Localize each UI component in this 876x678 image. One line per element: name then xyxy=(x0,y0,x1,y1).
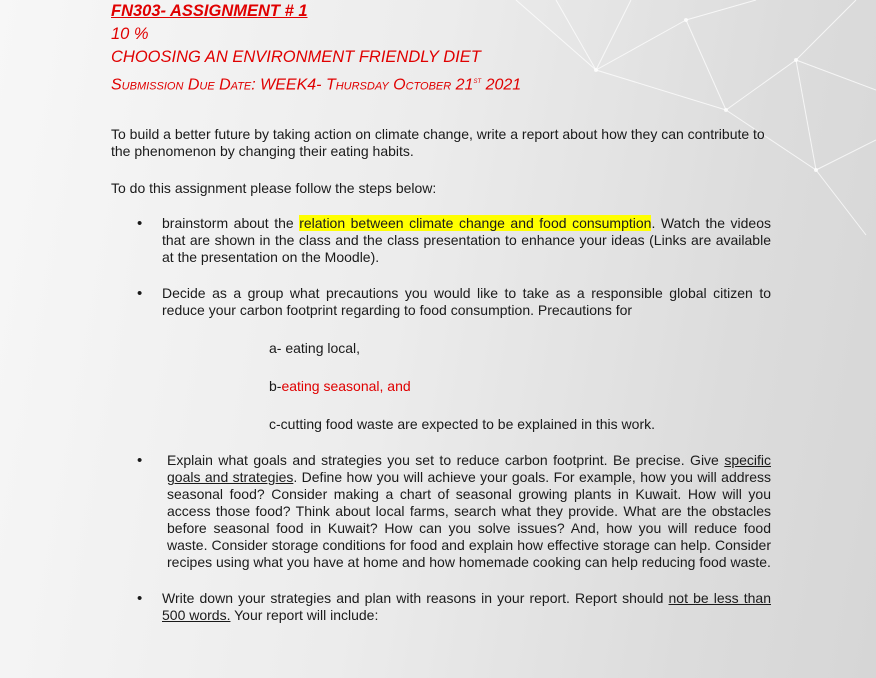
assignment-content xyxy=(111,0,771,624)
step1-highlighted-text: relation between climate change and food consumption xyxy=(299,215,652,232)
precaution-b xyxy=(162,378,771,395)
step3-text-after: . Define how you will achieve your goals. For example, how you will address seasonal food? Consider making a chart of seasonal growing plants in Kuwait. How will you access those food? Think about local farms, search what they provide. What are the obstacles before seasonal food in Kuwait? How can you solve issues? And, how you will reduce food waste. Consider storage conditions for food and explain how effective storage can help. Consider recipes using what you have at home and how homemade cooking can help reducing food waste. xyxy=(167,469,771,571)
submission-due-date xyxy=(111,69,771,96)
step1-text-before: brainstorm about the xyxy=(162,215,300,232)
step-brainstorm xyxy=(111,215,771,266)
submission-date-superscript: st xyxy=(473,75,482,85)
precaution-b-prefix: b- xyxy=(269,378,282,395)
step3-text-before: Explain what goals and strategies you set to reduce carbon footprint. Be precise. Give xyxy=(167,452,725,469)
assignment-header xyxy=(111,0,771,96)
assignment-title: FN303- ASSIGNMENT # 1 xyxy=(111,2,308,20)
precaution-b-text: eating seasonal, and xyxy=(281,378,411,395)
intro-paragraph: To build a better future by taking action on climate change, write a report about how they can contribute to the phenomenon by changing their eating habits. xyxy=(111,126,765,160)
submission-year: 2021 xyxy=(481,76,522,94)
steps-list xyxy=(111,215,771,624)
assignment-weight: 10 % xyxy=(111,25,149,43)
step-goals-strategies xyxy=(111,452,771,571)
precaution-c: c-cutting food waste are expected to be explained in this work. xyxy=(269,416,655,433)
step4-text-before: Write down your strategies and plan with reasons in your report. Report should xyxy=(162,590,669,607)
step2-text: • Decide as a group what precautions you would like to take as a responsible global citizen to reduce your carbon footprint regarding to food consumption. Precautions for xyxy=(162,285,771,319)
step4-text-after: Your report will include: xyxy=(230,607,379,624)
steps-intro: To do this assignment please follow the steps below: xyxy=(111,180,437,197)
step-write-report xyxy=(111,590,771,624)
step4-underlined-text: not be less than 500 words. xyxy=(162,590,771,624)
assignment-topic: CHOOSING AN ENVIRONMENT FRIENDLY DIET xyxy=(111,48,481,66)
precaution-a: a- eating local, xyxy=(269,340,361,357)
step3-underlined-text: specific goals and strategies xyxy=(167,452,771,486)
submission-date-text: Submission Due Date: WEEK4- Thursday October 21 xyxy=(111,76,474,94)
step-precautions xyxy=(111,285,771,433)
step1-text-after: . Watch the videos that are shown in the class and the class presentation to enhance your ideas (Links are available at the presentation on the Moodle). xyxy=(162,215,771,266)
